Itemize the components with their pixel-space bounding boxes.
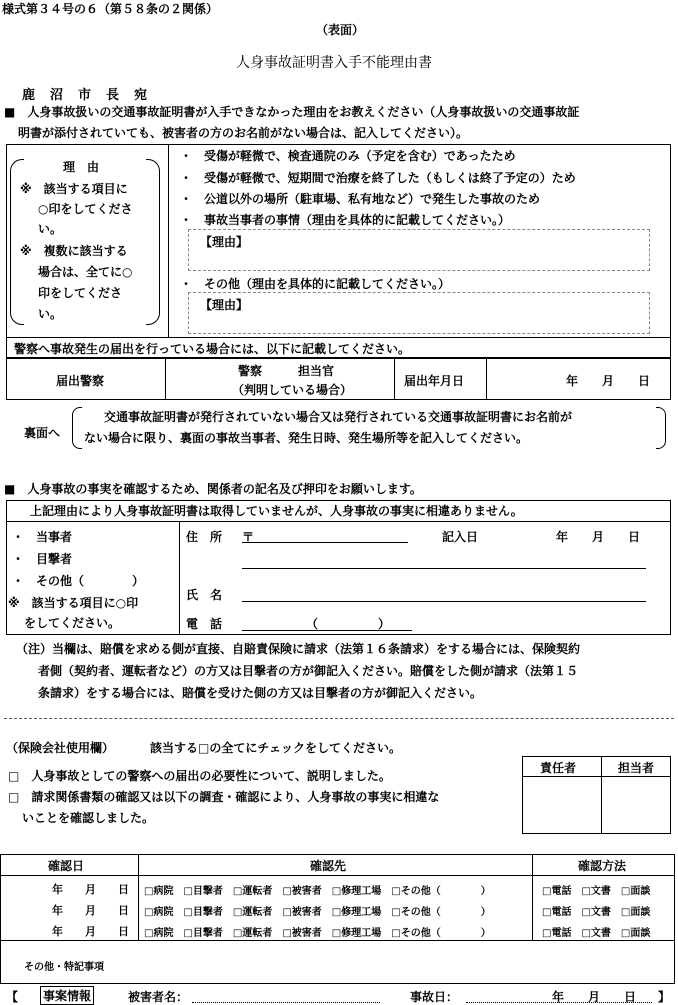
row1-date[interactable]: 年 月 日 (52, 883, 129, 896)
footer-close-bracket: 】 (658, 990, 671, 1004)
report-date-value[interactable]: 年 月 日 (566, 374, 651, 388)
accident-date-line[interactable] (466, 1002, 652, 1003)
roles-note-line2: をしてください。 (24, 616, 121, 630)
row1-methods[interactable]: □電話 □文書 □面談 (542, 886, 651, 897)
row3-targets[interactable]: □病院 □目撃者 □運転者 □被害者 □修理工場 □その他（ ） (144, 928, 491, 939)
accident-date-value[interactable]: 年 月 日 (552, 990, 637, 1004)
back-note-line1: 交通事故証明書が発行されていない場合又は発行されている交通事故証明書にお名前が (104, 410, 573, 424)
police-officer-label: 警察 担当官 (238, 364, 335, 378)
reason-note-line: い。 (38, 307, 63, 321)
section1-intro-line1: ■ 人身事故扱いの交通事故証明書が入手できなかった理由をお教えください（人身事故扱いの交通事故証 (4, 105, 580, 119)
victim-name-line[interactable] (192, 1002, 380, 1003)
addressee: 鹿 沼 市 長 宛 (22, 88, 149, 103)
phone-parens: （ ） (306, 617, 391, 631)
phone-line[interactable] (242, 630, 412, 631)
insurer-instruction: 該当する□の全てにチェックをしてください。 (150, 741, 401, 755)
cut-line (4, 718, 674, 719)
row2-date[interactable]: 年 月 日 (52, 904, 129, 917)
postal-code-line[interactable] (242, 542, 408, 543)
reason-box-label: 【理由】 (200, 235, 249, 249)
reason-text-box-2[interactable] (188, 292, 650, 334)
entry-date-label: 記入日 (442, 530, 479, 544)
table-header-method: 確認方法 (578, 859, 627, 873)
victim-name-label: 被害者名： (128, 990, 189, 1004)
reason-option-4[interactable]: ・ 事故当事者の事情（理由を具体的に記載してください。） (180, 213, 511, 227)
police-station-label: 届出警察 (56, 374, 105, 388)
case-info-label: 事案情報 (40, 986, 94, 1005)
remarks-label: その他・特記事項 (24, 962, 104, 973)
entry-date-value[interactable]: 年 月 日 (556, 530, 641, 544)
address-line[interactable] (242, 568, 646, 569)
police-officer-sublabel: （判明している場合） (232, 383, 353, 397)
note-line3: 条請求）をする場合には、賠償を受けた側の方又は目撃者の方が御記入ください。 (38, 686, 483, 700)
police-note: 警察へ事故発生の届出を行っている場合には、以下に記載してください。 (14, 342, 411, 356)
insurer-heading: （保険会社使用欄） (6, 741, 115, 755)
role-witness[interactable]: ・ 目撃者 (12, 552, 73, 566)
row2-methods[interactable]: □電話 □文書 □面談 (542, 907, 651, 918)
reason-note-line: 場合は、全てに○ (38, 265, 133, 279)
accident-date-label: 事故日： (410, 990, 459, 1004)
name-label: 氏 名 (186, 588, 223, 602)
role-other[interactable]: ・ その他（ ） (12, 574, 145, 588)
check-fact-confirmed[interactable]: □ 請求関係書類の確認又は以下の調査・確認により、人身事故の事実に相違な (8, 790, 440, 804)
role-party[interactable]: ・ 当事者 (12, 530, 73, 544)
name-line[interactable] (242, 601, 646, 602)
address-label: 住 所 (186, 530, 223, 544)
check-fact-confirmed-line2: いことを確認しました。 (22, 811, 155, 825)
form-number: 様式第３４号の６（第５８条の２関係） (2, 2, 219, 16)
right-brace (146, 159, 160, 325)
roles-note: ※ 該当する項目に○印 (8, 596, 139, 610)
form-title: 人身事故証明書入手不能理由書 (236, 55, 432, 71)
witness-statement: 上記理由により人身事故証明書は取得していませんが、人身事故の事実に相違ありません。 (30, 504, 523, 518)
back-brace-right (656, 407, 666, 449)
reason-option-2[interactable]: ・ 受傷が軽微で、短期間で治療を終了した（もしくは終了予定の）ため (180, 171, 576, 185)
row3-methods[interactable]: □電話 □文書 □面談 (542, 928, 651, 939)
reason-note: ※ 該当する項目に (20, 182, 128, 196)
reason-text-box-1[interactable] (188, 229, 650, 271)
reason-note-line: 印をしてくださ (38, 286, 123, 300)
reason-heading: 理 由 (63, 160, 100, 174)
row1-targets[interactable]: □病院 □目撃者 □運転者 □被害者 □修理工場 □その他（ ） (144, 886, 491, 897)
row3-date[interactable]: 年 月 日 (52, 925, 129, 938)
reason-option-other[interactable]: ・ その他（理由を具体的に記載してください。） (180, 277, 451, 291)
reason-option-3[interactable]: ・ 公道以外の場所（駐車場、私有地など）で発生した事故のため (180, 192, 541, 206)
reason-option-1[interactable]: ・ 受傷が軽微で、検査通院のみ（予定を含む）であったため (180, 149, 516, 163)
check-police-explained[interactable]: □ 人身事故としての警察への届出の必要性について、説明しました。 (8, 769, 391, 783)
section2-intro: ■ 人身事故の事実を確認するため、関係者の記名及び押印をお願いします。 (4, 482, 422, 496)
reason-note-line: ○印をしてくださ (38, 202, 133, 216)
reason-note-line: い。 (38, 222, 63, 236)
footer-open-bracket: 【 (6, 990, 19, 1004)
table-header-date: 確認日 (48, 859, 85, 873)
table-header-target: 確認先 (310, 859, 347, 873)
reason-note-line: ※ 複数に該当する (20, 244, 128, 258)
side-label: （表面） (316, 23, 365, 37)
phone-label: 電 話 (186, 617, 223, 631)
back-note-line2: ない場合に限り、裏面の事故当事者、発生日時、発生場所等を記入してください。 (84, 431, 529, 445)
stamp-header-manager: 責任者 (540, 761, 577, 775)
row2-targets[interactable]: □病院 □目撃者 □運転者 □被害者 □修理工場 □その他（ ） (144, 907, 491, 918)
note-line1: （注）当欄は、賠償を求める側が直接、自賠責保険に請求（法第１６条請求）をする場合には、保険契約 (16, 642, 581, 656)
note-line2: 者側（契約者、運転者など）の方又は目撃者の方が御記入ください。賠償をした側が請求（法第１５ (38, 664, 579, 678)
reason-box-label: 【理由】 (200, 298, 249, 312)
back-label: 裏面へ (24, 426, 61, 440)
postal-mark: 〒 (242, 530, 255, 544)
back-brace-left (72, 407, 82, 449)
report-date-label: 届出年月日 (404, 374, 465, 388)
stamp-header-staff: 担当者 (618, 761, 655, 775)
section1-intro-line2: 明書が添付されていても、被害者の方のお名前がない場合は、記入してください）。 (18, 126, 469, 140)
